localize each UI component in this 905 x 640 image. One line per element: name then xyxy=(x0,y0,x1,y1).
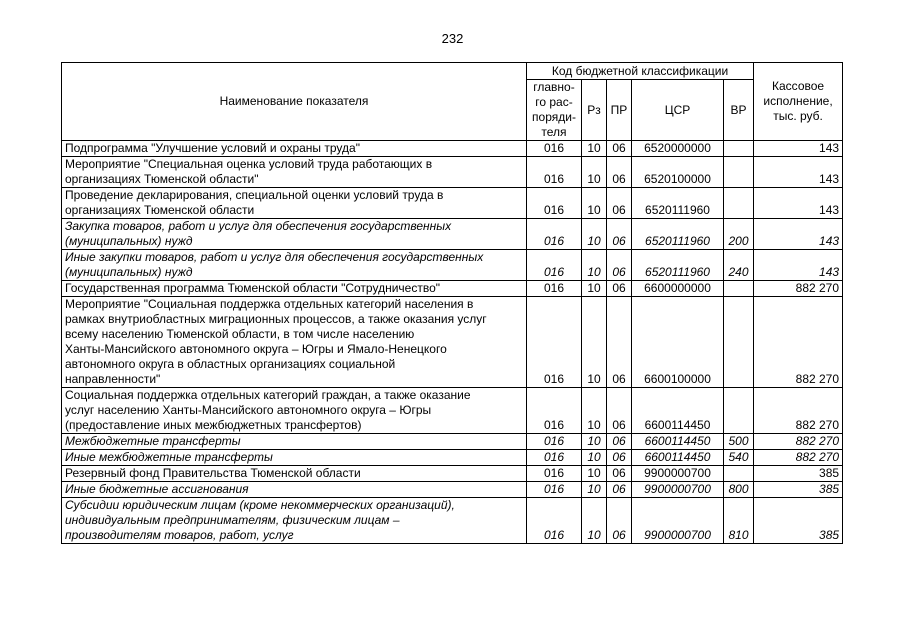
vr-code xyxy=(724,388,754,434)
glava-code: 016 xyxy=(527,498,582,544)
indicator-name-line: организациях Тюменской области xyxy=(65,203,255,217)
glava-code: 016 xyxy=(527,250,582,281)
indicator-name-line: Государственная программа Тюменской области "Сотрудничество" xyxy=(65,281,440,295)
indicator-name-line: Проведение декларирования, специальной оценки условий труда в xyxy=(65,188,444,202)
indicator-name xyxy=(62,281,527,297)
indicator-name xyxy=(62,141,527,157)
header-pr: ПР xyxy=(607,80,632,141)
rz-code: 10 xyxy=(582,388,607,434)
vr-code: 540 xyxy=(724,450,754,466)
table-row xyxy=(62,482,843,498)
csr-code: 6520100000 xyxy=(632,157,724,188)
glava-code: 016 xyxy=(527,482,582,498)
amount-value: 882 270 xyxy=(754,281,843,297)
table-row xyxy=(62,434,843,450)
pr-code: 06 xyxy=(607,388,632,434)
pr-code: 06 xyxy=(607,450,632,466)
vr-code: 810 xyxy=(724,498,754,544)
csr-code: 9900000700 xyxy=(632,482,724,498)
csr-code: 6520111960 xyxy=(632,250,724,281)
vr-code: 240 xyxy=(724,250,754,281)
pr-code: 06 xyxy=(607,482,632,498)
table-row xyxy=(62,250,843,281)
indicator-name-line: Межбюджетные трансферты xyxy=(65,434,241,448)
pr-code: 06 xyxy=(607,250,632,281)
table-row xyxy=(62,498,843,544)
indicator-name-line: Мероприятие "Специальная оценка условий труда работающих в xyxy=(65,157,433,171)
amount-value: 385 xyxy=(754,498,843,544)
vr-code xyxy=(724,141,754,157)
header-rz: Рз xyxy=(582,80,607,141)
indicator-name-line: Закупка товаров, работ и услуг для обеспечения государственных xyxy=(65,219,452,233)
pr-code: 06 xyxy=(607,434,632,450)
indicator-name-line: рамках внутриобластных миграционных процессов, а также оказания услуг xyxy=(65,312,487,326)
amount-value: 143 xyxy=(754,157,843,188)
indicator-name xyxy=(62,157,527,188)
rz-code: 10 xyxy=(582,466,607,482)
indicator-name xyxy=(62,297,527,388)
amount-value: 143 xyxy=(754,219,843,250)
header-amount-line: исполнение, xyxy=(763,94,833,108)
table-row xyxy=(62,297,843,388)
vr-code xyxy=(724,157,754,188)
vr-code xyxy=(724,188,754,219)
rz-code: 10 xyxy=(582,219,607,250)
pr-code: 06 xyxy=(607,498,632,544)
amount-value: 143 xyxy=(754,250,843,281)
amount-value: 882 270 xyxy=(754,388,843,434)
indicator-name-line: услуг населению Ханты-Мансийского автономного округа – Югры xyxy=(65,403,432,417)
header-glava xyxy=(527,80,582,141)
indicator-name xyxy=(62,219,527,250)
glava-code: 016 xyxy=(527,188,582,219)
amount-value: 385 xyxy=(754,466,843,482)
header-csr: ЦСР xyxy=(632,80,724,141)
vr-code: 800 xyxy=(724,482,754,498)
table-body xyxy=(62,141,843,544)
indicator-name xyxy=(62,188,527,219)
pr-code: 06 xyxy=(607,466,632,482)
glava-code: 016 xyxy=(527,141,582,157)
indicator-name-line: производителям товаров, работ, услуг xyxy=(65,528,294,542)
indicator-name xyxy=(62,434,527,450)
indicator-name-line: (предоставление иных межбюджетных трансфертов) xyxy=(65,418,362,432)
indicator-name-line: всему населению Тюменской области, в том числе населению xyxy=(65,327,415,341)
glava-code: 016 xyxy=(527,450,582,466)
header-vr: ВР xyxy=(724,80,754,141)
indicator-name-line: Мероприятие "Социальная поддержка отдельных категорий населения в xyxy=(65,297,474,311)
table-row xyxy=(62,141,843,157)
pr-code: 06 xyxy=(607,157,632,188)
vr-code xyxy=(724,297,754,388)
indicator-name-line: автономного округа в областных организациях социальной xyxy=(65,357,396,371)
indicator-name-line: Резервный фонд Правительства Тюменской области xyxy=(65,466,361,480)
indicator-name-line: Подпрограмма "Улучшение условий и охраны труда" xyxy=(65,141,360,155)
rz-code: 10 xyxy=(582,250,607,281)
csr-code: 9900000700 xyxy=(632,498,724,544)
glava-code: 016 xyxy=(527,388,582,434)
header-glava-line: го рас- xyxy=(535,95,573,109)
glava-code: 016 xyxy=(527,297,582,388)
vr-code xyxy=(724,466,754,482)
indicator-name-line: Иные закупки товаров, работ и услуг для обеспечения государственных xyxy=(65,250,484,264)
indicator-name-line: индивидуальным предпринимателям, физическим лицам – xyxy=(65,513,400,527)
rz-code: 10 xyxy=(582,498,607,544)
rz-code: 10 xyxy=(582,188,607,219)
header-amount-line: тыс. руб. xyxy=(773,109,823,123)
header-name: Наименование показателя xyxy=(62,63,527,141)
header-glava-line: главно- xyxy=(533,80,575,94)
glava-code: 016 xyxy=(527,157,582,188)
header-glava-line: теля xyxy=(541,125,567,139)
rz-code: 10 xyxy=(582,297,607,388)
csr-code: 6520111960 xyxy=(632,219,724,250)
vr-code xyxy=(724,281,754,297)
csr-code: 9900000700 xyxy=(632,466,724,482)
csr-code: 6600000000 xyxy=(632,281,724,297)
rz-code: 10 xyxy=(582,434,607,450)
csr-code: 6520111960 xyxy=(632,188,724,219)
amount-value: 882 270 xyxy=(754,297,843,388)
indicator-name-line: Субсидии юридическим лицам (кроме некоммерческих организаций), xyxy=(65,498,455,512)
glava-code: 016 xyxy=(527,466,582,482)
table-row xyxy=(62,450,843,466)
indicator-name xyxy=(62,482,527,498)
indicator-name-line: направленности" xyxy=(65,372,161,386)
table-row xyxy=(62,157,843,188)
budget-table xyxy=(61,62,843,544)
indicator-name xyxy=(62,450,527,466)
csr-code: 6600114450 xyxy=(632,388,724,434)
vr-code: 200 xyxy=(724,219,754,250)
rz-code: 10 xyxy=(582,157,607,188)
header-amount xyxy=(754,63,843,141)
amount-value: 882 270 xyxy=(754,450,843,466)
pr-code: 06 xyxy=(607,297,632,388)
header-code-group: Код бюджетной классификации xyxy=(527,63,754,80)
amount-value: 143 xyxy=(754,141,843,157)
indicator-name-line: Иные межбюджетные трансферты xyxy=(65,450,273,464)
csr-code: 6600114450 xyxy=(632,450,724,466)
indicator-name xyxy=(62,498,527,544)
pr-code: 06 xyxy=(607,219,632,250)
table-row xyxy=(62,281,843,297)
indicator-name-line: Ханты-Мансийского автономного округа – Югры и Ямало-Ненецкого xyxy=(65,342,447,356)
table-row xyxy=(62,388,843,434)
csr-code: 6520000000 xyxy=(632,141,724,157)
rz-code: 10 xyxy=(582,450,607,466)
glava-code: 016 xyxy=(527,434,582,450)
pr-code: 06 xyxy=(607,141,632,157)
page-number: 232 xyxy=(441,31,464,46)
pr-code: 06 xyxy=(607,188,632,219)
csr-code: 6600114450 xyxy=(632,434,724,450)
table-row xyxy=(62,188,843,219)
rz-code: 10 xyxy=(582,482,607,498)
glava-code: 016 xyxy=(527,219,582,250)
rz-code: 10 xyxy=(582,281,607,297)
header-glava-line: поряди- xyxy=(532,110,576,124)
vr-code: 500 xyxy=(724,434,754,450)
rz-code: 10 xyxy=(582,141,607,157)
indicator-name xyxy=(62,250,527,281)
indicator-name-line: организациях Тюменской области" xyxy=(65,172,259,186)
indicator-name-line: Социальная поддержка отдельных категорий граждан, а также оказание xyxy=(65,388,471,402)
amount-value: 385 xyxy=(754,482,843,498)
indicator-name-line: (муниципальных) нужд xyxy=(65,265,193,279)
amount-value: 882 270 xyxy=(754,434,843,450)
header-amount-line: Кассовое xyxy=(772,79,825,93)
indicator-name xyxy=(62,466,527,482)
table-row xyxy=(62,466,843,482)
csr-code: 6600100000 xyxy=(632,297,724,388)
pr-code: 06 xyxy=(607,281,632,297)
glava-code: 016 xyxy=(527,281,582,297)
indicator-name-line: (муниципальных) нужд xyxy=(65,234,193,248)
table-row xyxy=(62,219,843,250)
amount-value: 143 xyxy=(754,188,843,219)
indicator-name xyxy=(62,388,527,434)
indicator-name-line: Иные бюджетные ассигнования xyxy=(65,482,249,496)
